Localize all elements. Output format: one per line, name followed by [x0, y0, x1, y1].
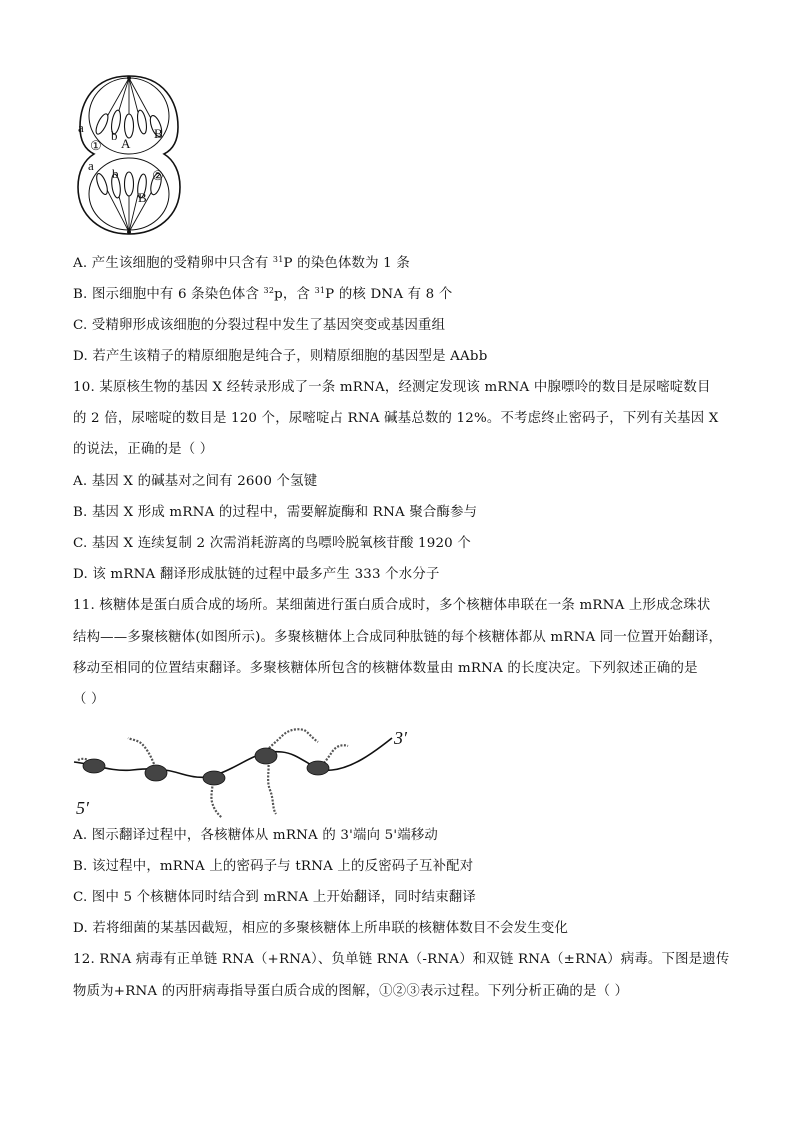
- figure1-label-b-lower: b: [112, 166, 119, 181]
- figure1-label-B-upper: B: [154, 126, 163, 141]
- q9-option-a: A. 产生该细胞的受精卵中只含有 $^{31}$P 的染色体数为 1 条: [73, 255, 410, 271]
- figure1-label-b-upper: b: [111, 128, 118, 143]
- figure1-label-circle-2: ②: [152, 168, 164, 183]
- polyribosome-figure: [72, 714, 422, 820]
- q10-stem-line-2: 的 2 倍，尿嘧啶的数目是 120 个，尿嘧啶占 RNA 碱基总数的 12%。不考虑终止密码子，下列有关基因 X: [73, 411, 719, 426]
- figure1-label-circle-1: ①: [90, 138, 102, 153]
- q10-option-a: A. 基因 X 的碱基对之间有 2600 个氢键: [73, 474, 318, 489]
- q11-stem-line-1: 11. 核糖体是蛋白质合成的场所。某细菌进行蛋白质合成时，多个核糖体串联在一条 mRNA 上形成念珠状: [73, 598, 711, 613]
- q10-stem-line-3: 的说法，正确的是（ ）: [73, 442, 214, 457]
- q9-option-c: C. 受精卵形成该细胞的分裂过程中发生了基因突变或基因重组: [73, 318, 446, 333]
- q12-stem-line-2: 物质为+RNA 的丙肝病毒指导蛋白质合成的图解，①②③表示过程。下列分析正确的是（ ）: [73, 984, 629, 999]
- cell-division-figure: [74, 72, 184, 242]
- q11-stem-line-2: 结构——多聚核糖体(如图所示)。多聚核糖体上合成同种肽链的每个核糖体都从 mRNA 同一位置开始翻译，: [73, 630, 723, 645]
- q11-option-c: C. 图中 5 个核糖体同时结合到 mRNA 上开始翻译，同时结束翻译: [73, 890, 476, 905]
- q10-stem-line-1: 10. 某原核生物的基因 X 经转录形成了一条 mRNA，经测定发现该 mRNA 中腺嘌呤的数目是尿嘧啶数目: [73, 380, 711, 395]
- q10-option-b: B. 基因 X 形成 mRNA 的过程中，需要解旋酶和 RNA 聚合酶参与: [73, 505, 478, 520]
- figure1-label-a-upper: a: [78, 120, 84, 135]
- mrna-5prime-label: 5′: [76, 798, 89, 818]
- q9-option-d: D. 若产生该精子的精原细胞是纯合子，则精原细胞的基因型是 AAbb: [73, 349, 488, 364]
- figure1-label-a-lower: a: [88, 158, 94, 173]
- mrna-3prime-label: 3′: [394, 728, 407, 748]
- q10-option-c: C. 基因 X 连续复制 2 次需消耗游离的鸟嘌呤脱氧核苷酸 1920 个: [73, 536, 471, 551]
- q10-option-d: D. 该 mRNA 翻译形成肽链的过程中最多产生 333 个水分子: [73, 567, 440, 582]
- q9-option-b: B. 图示细胞中有 6 条染色体含 $^{32}$p，含 $^{31}$P 的核 DNA 有 8 个: [73, 286, 453, 302]
- q11-stem-line-4: （ ）: [73, 692, 105, 707]
- q11-stem-line-3: 移动至相同的位置结束翻译。多聚核糖体所包含的核糖体数量由 mRNA 的长度决定。下列叙述正确的是: [73, 661, 698, 676]
- q11-option-a: A. 图示翻译过程中，各核糖体从 mRNA 的 3'端向 5'端移动: [73, 828, 438, 843]
- q12-stem-line-1: 12. RNA 病毒有正单链 RNA（+RNA）、负单链 RNA（-RNA）和双链 RNA（±RNA）病毒。下图是遗传: [73, 952, 730, 967]
- q11-option-d: D. 若将细菌的某基因截短，相应的多聚核糖体上所串联的核糖体数目不会发生变化: [73, 921, 569, 936]
- figure1-label-A: A: [121, 136, 131, 151]
- figure1-label-B-lower: B: [138, 190, 147, 205]
- q11-option-b: B. 该过程中，mRNA 上的密码子与 tRNA 上的反密码子互补配对: [73, 859, 474, 874]
